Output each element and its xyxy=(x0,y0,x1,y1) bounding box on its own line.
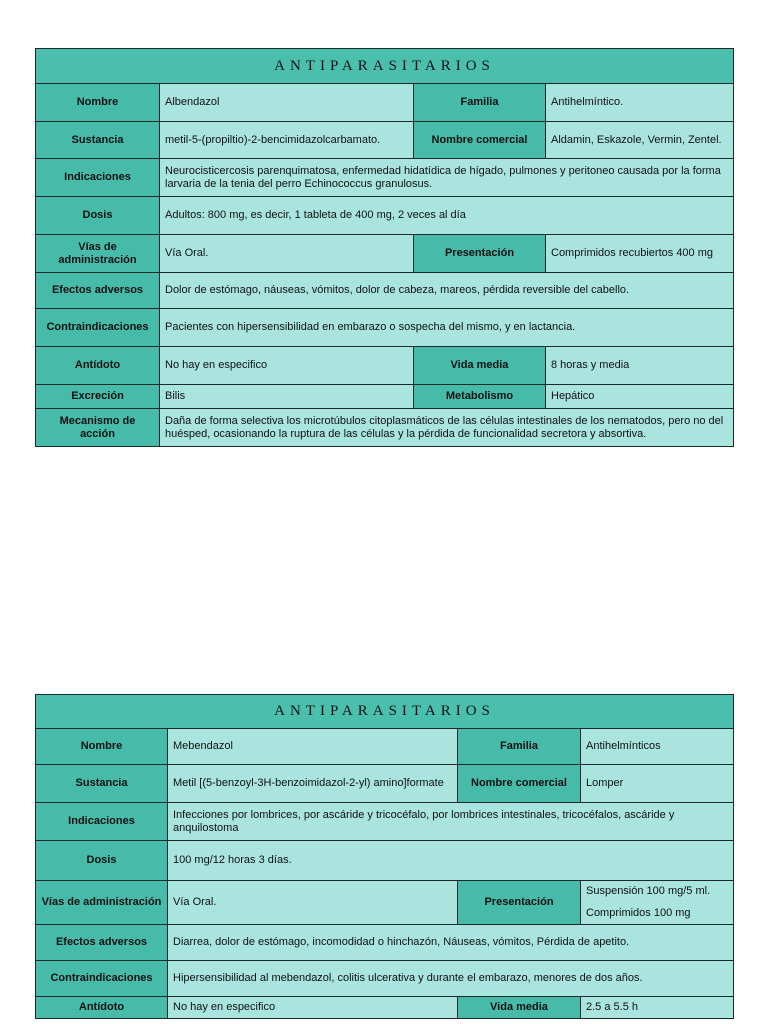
vias-value: Vía Oral. xyxy=(160,235,414,273)
contraindicaciones-value: Pacientes con hipersensibilidad en embarazo o sospecha del mismo, y en lactancia. xyxy=(160,309,734,347)
table-title: ANTIPARASITARIOS xyxy=(36,695,734,729)
vias-value: Vía Oral. xyxy=(168,881,458,925)
efectos-label: Efectos adversos xyxy=(36,273,160,309)
nombre-comercial-value: Aldamin, Eskazole, Vermin, Zentel. xyxy=(546,122,734,159)
excrecion-value: Bilis xyxy=(160,385,414,409)
indicaciones-value: Infecciones por lombrices, por ascáride y tricocéfalo, por lombrices intestinales, tricocéfalos, ascáride y anquilostoma xyxy=(168,803,734,841)
vias-label: Vías de administración xyxy=(36,235,160,273)
dosis-label: Dosis xyxy=(36,197,160,235)
excrecion-label: Excreción xyxy=(36,385,160,409)
contraindicaciones-value: Hipersensibilidad al mebendazol, colitis ulcerativa y durante el embarazo, menores de dos años. xyxy=(168,961,734,997)
vida-media-label: Vida media xyxy=(414,347,546,385)
sustancia-value: metil-5-(propiltio)-2-bencimidazolcarbamato. xyxy=(160,122,414,159)
vida-media-value: 2.5 a 5.5 h xyxy=(581,997,734,1019)
efectos-value: Diarrea, dolor de estómago, incomodidad o hinchazón, Náuseas, vómitos, Pérdida de apetito. xyxy=(168,925,734,961)
sustancia-label: Sustancia xyxy=(36,765,168,803)
efectos-label: Efectos adversos xyxy=(36,925,168,961)
presentacion-label: Presentación xyxy=(414,235,546,273)
vida-media-value: 8 horas y media xyxy=(546,347,734,385)
nombre-value: Mebendazol xyxy=(168,729,458,765)
nombre-comercial-value: Lomper xyxy=(581,765,734,803)
antidoto-label: Antídoto xyxy=(36,997,168,1019)
nombre-comercial-label: Nombre comercial xyxy=(458,765,581,803)
metabolismo-label: Metabolismo xyxy=(414,385,546,409)
contraindicaciones-label: Contraindicaciones xyxy=(36,309,160,347)
nombre-label: Nombre xyxy=(36,84,160,122)
vida-media-label: Vida media xyxy=(458,997,581,1019)
table-title: ANTIPARASITARIOS xyxy=(36,49,734,84)
metabolismo-value: Hepático xyxy=(546,385,734,409)
mecanismo-value: Daña de forma selectiva los microtúbulos citoplasmáticos de las células intestinales de los nematodos, pero no del huésped, ocasionando la ruptura de las células y la pérdida de funcionalidad secretora y absortiva. xyxy=(160,409,734,447)
antidoto-value: No hay en especifico xyxy=(160,347,414,385)
presentacion-line-2: Comprimidos 100 mg xyxy=(586,907,691,919)
nombre-value: Albendazol xyxy=(160,84,414,122)
familia-label: Familia xyxy=(414,84,546,122)
presentacion-line-1: Suspensión 100 mg/5 ml. xyxy=(586,885,711,897)
presentacion-value: Comprimidos recubiertos 400 mg xyxy=(546,235,734,273)
vias-label: Vías de administración xyxy=(36,881,168,925)
nombre-label: Nombre xyxy=(36,729,168,765)
dosis-value: Adultos: 800 mg, es decir, 1 tableta de 400 mg, 2 veces al día xyxy=(160,197,734,235)
nombre-comercial-label: Nombre comercial xyxy=(414,122,546,159)
indicaciones-label: Indicaciones xyxy=(36,159,160,197)
contraindicaciones-label: Contraindicaciones xyxy=(36,961,168,997)
antidoto-value: No hay en especifico xyxy=(168,997,458,1019)
antidoto-label: Antídoto xyxy=(36,347,160,385)
indicaciones-label: Indicaciones xyxy=(36,803,168,841)
mecanismo-label: Mecanismo de acción xyxy=(36,409,160,447)
presentacion-value xyxy=(581,881,734,925)
drug-table-mebendazol xyxy=(35,694,734,1019)
familia-value: Antihelmíntico. xyxy=(546,84,734,122)
dosis-value: 100 mg/12 horas 3 días. xyxy=(168,841,734,881)
sustancia-label: Sustancia xyxy=(36,122,160,159)
sustancia-value: Metil [(5-benzoyl-3H-benzoimidazol-2-yl) amino]formate xyxy=(168,765,458,803)
indicaciones-value: Neurocisticercosis parenquimatosa, enfermedad hidatídica de hígado, pulmones y peritoneo causada por la forma larvaria de la tenia del perro Echinococcus granulosus. xyxy=(160,159,734,197)
familia-label: Familia xyxy=(458,729,581,765)
familia-value: Antihelmínticos xyxy=(581,729,734,765)
drug-table-albendazol xyxy=(35,48,734,447)
efectos-value: Dolor de estómago, náuseas, vómitos, dolor de cabeza, mareos, pérdida reversible del cabello. xyxy=(160,273,734,309)
dosis-label: Dosis xyxy=(36,841,168,881)
presentacion-label: Presentación xyxy=(458,881,581,925)
